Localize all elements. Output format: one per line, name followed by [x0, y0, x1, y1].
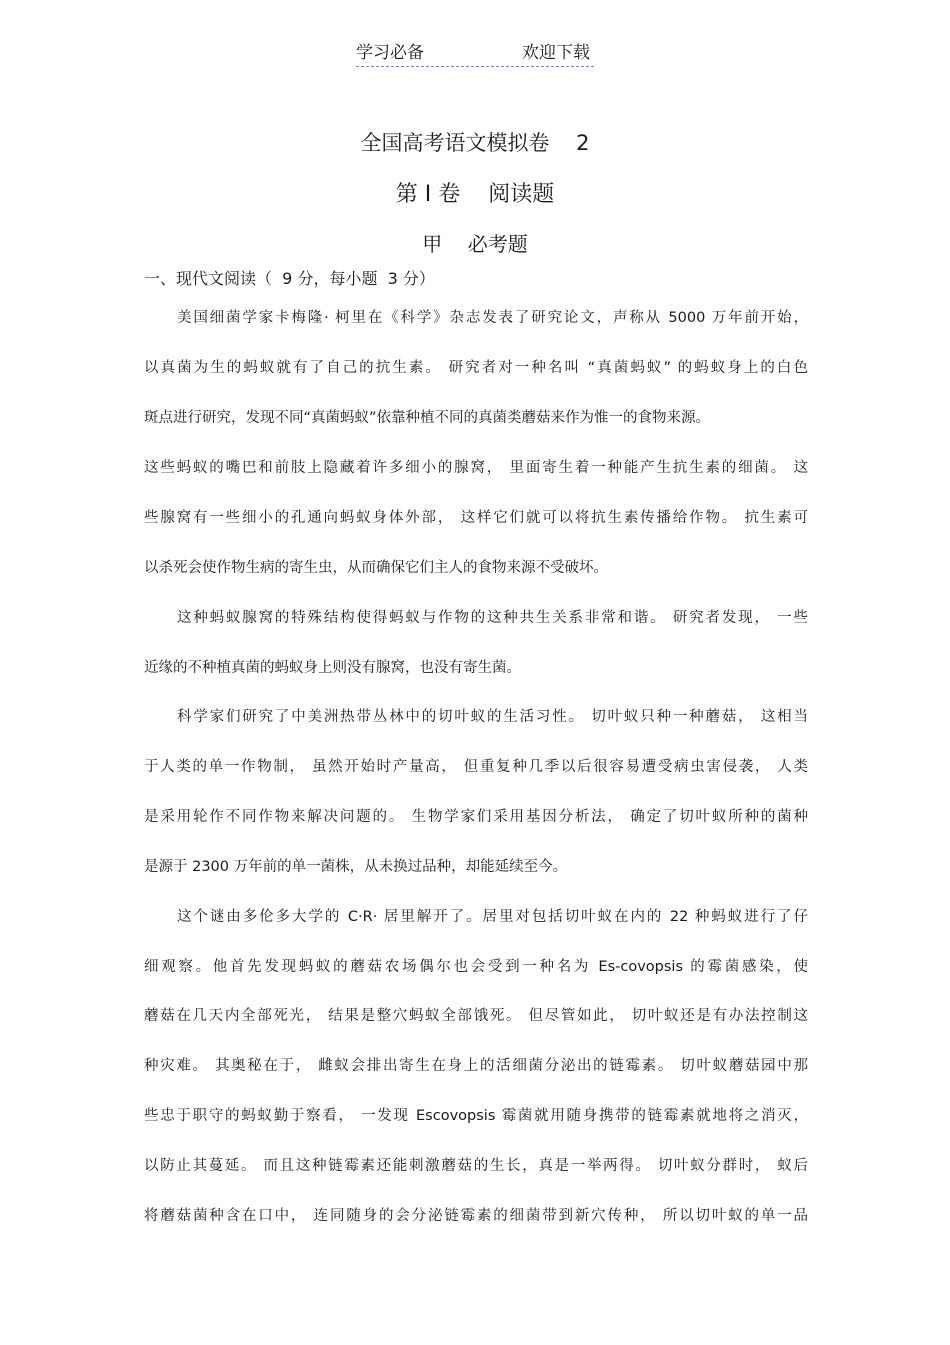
- text-line: 斑点进行研究，发现不同“真菌蚂蚁”依靠种植不同的真菌类蘑菇来作为惟一的食物来源。: [144, 410, 711, 426]
- header-right-text: 欢迎下载: [522, 43, 590, 63]
- text-line: 些忠于职守的蚂蚁勤于察看， 一发现 Escovopsis 霉菌就用随身携带的链霉素就地将之消灭，: [144, 1108, 808, 1124]
- header-left-text: 学习必备: [356, 43, 424, 63]
- section-heading: 一、现代文阅读（ 9 分，每小题 3 分）: [144, 269, 435, 288]
- text-line: 将蘑菇菌种含在口中， 连同随身的会分泌链霉素的细菌带到新穴传种， 所以切叶蚁的单一品: [144, 1208, 808, 1224]
- text-line: 美国细菌学家卡梅隆· 柯里在《科学》杂志发表了研究论文，声称从 5000 万年前开始，: [177, 310, 808, 326]
- sub-title: 甲 必考题: [422, 232, 528, 256]
- text-line: 这些蚂蚁的嘴巴和前肢上隐藏着许多细小的腺窝， 里面寄生着一种能产生抗生素的细菌。 这: [144, 460, 808, 476]
- text-line: 种灾难。 其奥秘在于， 雌蚁会排出寄生在身上的活细菌分泌出的链霉素。 切叶蚁蘑菇园中那: [144, 1058, 808, 1074]
- part-title: 第 I 卷 阅读题: [395, 182, 555, 207]
- text-line: 蘑菇在几天内全部死光， 结果是整穴蚂蚁全部饿死。 但尽管如此， 切叶蚁还是有办法控制这: [144, 1008, 808, 1024]
- page-header: [356, 40, 594, 67]
- exam-title: 全国高考语文模拟卷 2: [360, 131, 590, 155]
- text-line: 以真菌为生的蚂蚁就有了自己的抗生素。 研究者对一种名叫 “真菌蚂蚁” 的蚂蚁身上的白色: [144, 360, 808, 376]
- text-line: 近缘的不种植真菌的蚂蚁身上则没有腺窝，也没有寄生菌。: [144, 660, 521, 676]
- text-line: 这种蚂蚁腺窝的特殊结构使得蚂蚁与作物的这种共生关系非常和谐。 研究者发现， 一些: [177, 610, 808, 626]
- text-line: 是采用轮作不同作物来解决问题的。 生物学家们采用基因分析法， 确定了切叶蚁所种的菌种: [144, 809, 808, 825]
- text-line: 是源于 2300 万年前的单一菌株，从未换过品种，却能延续至今。: [144, 859, 568, 875]
- text-line: 些腺窝有一些细小的孔通向蚂蚁身体外部， 这样它们就可以将抗生素传播给作物。 抗生素可: [144, 510, 808, 526]
- text-line: 细观察。他首先发现蚂蚁的蘑菇农场偶尔也会受到一种名为 Es-covopsis 的霉菌感染，使: [144, 959, 808, 975]
- text-line: 于人类的单一作物制， 虽然开始时产量高， 但重复种几季以后很容易遭受病虫害侵袭， 人类: [144, 759, 808, 775]
- text-line: 这个谜由多伦多大学的 C·R· 居里解开了。居里对包括切叶蚁在内的 22 种蚂蚁进行了仔: [177, 909, 808, 925]
- text-line: 以杀死会使作物生病的寄生虫，从而确保它们主人的食物来源不受破坏。: [144, 560, 608, 576]
- text-line: 科学家们研究了中美洲热带丛林中的切叶蚁的生活习性。 切叶蚁只种一种蘑菇， 这相当: [177, 709, 808, 725]
- text-line: 以防止其蔓延。 而且这种链霉素还能刺激蘑菇的生长，真是一举两得。 切叶蚁分群时， 蚁后: [144, 1158, 808, 1174]
